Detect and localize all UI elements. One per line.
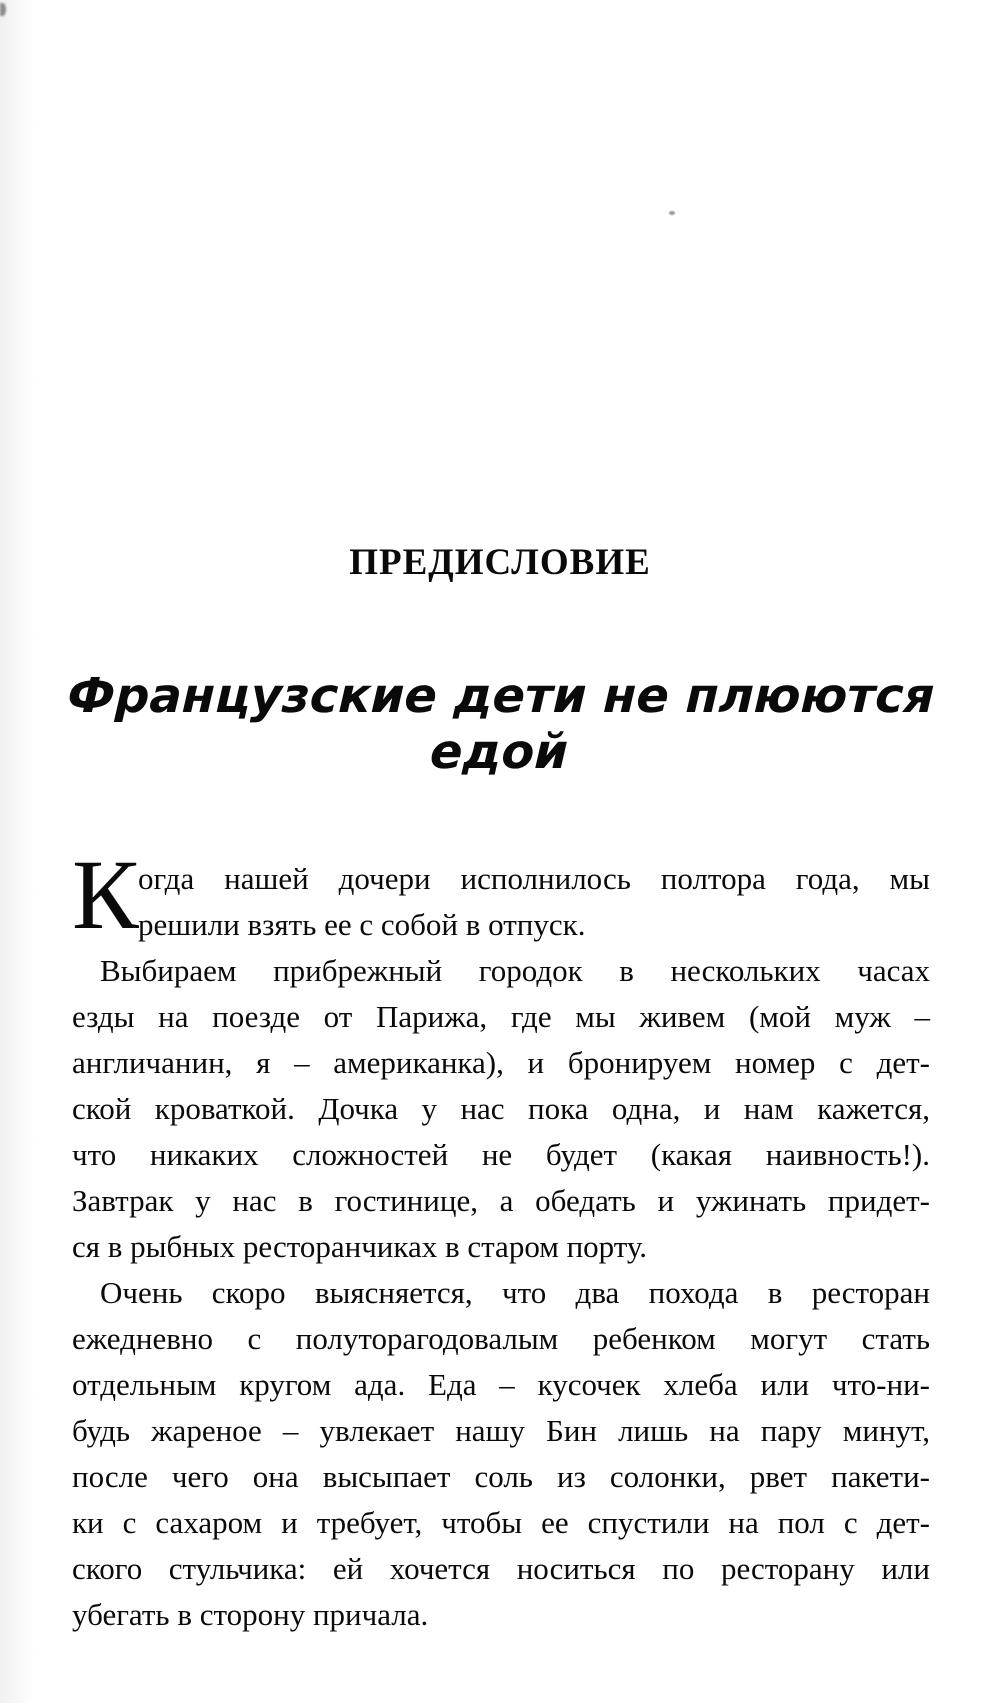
- text-line: огда нашей дочери исполнилось полтора года, мы: [138, 861, 930, 896]
- text-line: ской кроваткой. Дочка у нас пока одна, и нам кажется,: [72, 1091, 930, 1126]
- text-line: Выбираем прибрежный городок в нескольких часах: [100, 953, 930, 988]
- text-line: решили взять ее с собой в отпуск.: [138, 907, 586, 942]
- text-line: ского стульчика: ей хочется носиться по ресторану или: [72, 1551, 930, 1586]
- scan-dust-speck: [669, 211, 675, 215]
- text-line: убегать в сторону причала.: [72, 1597, 429, 1632]
- chapter-heading: ПРЕДИСЛОВИЕ: [349, 542, 651, 583]
- text-line: езды на поезде от Парижа, где мы живем (мой муж –: [72, 999, 930, 1034]
- book-title-handwritten: Французские дети не плюются едой: [66, 668, 936, 780]
- body-text-block: [72, 839, 930, 1638]
- drop-cap: К: [72, 839, 139, 950]
- paragraph: [72, 948, 930, 1270]
- paragraph: [72, 1270, 930, 1638]
- scan-left-edge-shading: [0, 0, 42, 1703]
- text-line: отдельным кругом ада. Еда – кусочек хлеба или что-ни-: [72, 1367, 930, 1402]
- text-line: Завтрак у нас в гостинице, а обедать и ужинать придет-: [72, 1183, 930, 1218]
- text-line: англичанин, я – американка), и бронируем номер с дет-: [72, 1045, 930, 1080]
- text-line: ежедневно с полуторагодовалым ребенком могут стать: [72, 1321, 930, 1356]
- scan-corner-artifact: [0, 3, 6, 16]
- text-line: будь жареное – увлекает нашу Бин лишь на пару минут,: [72, 1413, 930, 1448]
- text-line: что никаких сложностей не будет (какая наивность!).: [72, 1137, 930, 1172]
- text-line: Очень скоро выясняется, что два похода в ресторан: [100, 1275, 930, 1310]
- text-line: ся в рыбных ресторанчиках в старом порту.: [72, 1229, 648, 1264]
- text-line: после чего она высыпает соль из солонки, рвет пакети-: [72, 1459, 930, 1494]
- text-line: ки с сахаром и требует, чтобы ее спустили на пол с дет-: [72, 1505, 930, 1540]
- paragraph: [72, 839, 930, 950]
